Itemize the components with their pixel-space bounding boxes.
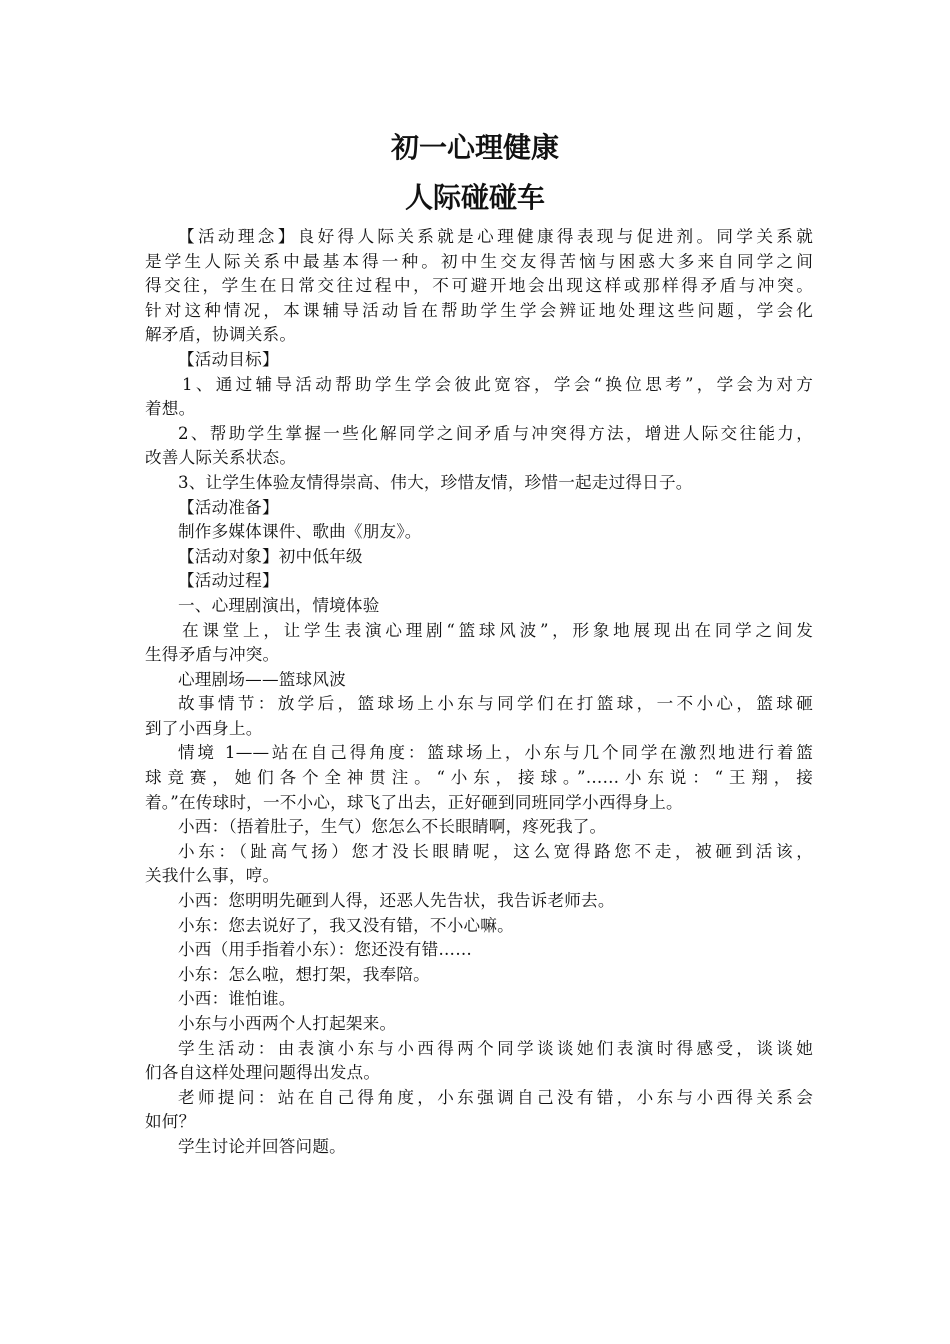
dialogue-line: 小东：怎么啦，想打架，我奉陪。 <box>178 964 430 984</box>
activity-line: 学生活动：由表演小东与小西得两个同学谈谈她们表演时得感受，谈谈她 <box>178 1038 813 1058</box>
dialogue-line: 小东：您去说好了，我又没有错，不小心嘛。 <box>178 915 514 935</box>
activity-line: 们各自这样处理问题得出发点。 <box>145 1063 381 1083</box>
section-heading-preparation: 【活动准备】 <box>178 497 279 517</box>
narration-line: 小东与小西两个人打起架来。 <box>178 1014 397 1033</box>
concept-paragraph-line: 针对这种情况，本课辅导活动旨在帮助学生学会辨证地处理这些问题，学会化 <box>145 300 813 320</box>
dialogue-line: 关我什么事，哼。 <box>145 866 280 886</box>
question-line: 如何？ <box>145 1112 196 1132</box>
section-heading-goals: 【活动目标】 <box>178 349 279 369</box>
goal-item-1: 1、通过辅导活动帮助学生学会彼此宽容，学会“换位思考”，学会为对方 <box>182 374 813 394</box>
scene-line: 着。”在传球时，一不小心，球飞了出去，正好砸到同班同学小西得身上。 <box>145 792 683 812</box>
goal-item-2-cont: 改善人际关系状态。 <box>145 448 297 468</box>
page-title: 初一心理健康 <box>390 131 559 164</box>
process-paragraph-line: 在课堂上，让学生表演心理剧“篮球风波”，形象地展现出在同学之间发 <box>182 620 813 640</box>
dialogue-line: 小西（用手指着小东）：您还没有错…… <box>178 940 472 960</box>
dialogue-line: 小西：（捂着肚子，生气）您怎么不长眼睛啊，疼死我了。 <box>178 817 607 837</box>
story-line: 到了小西身上。 <box>145 718 263 738</box>
section-heading-target: 【活动对象】初中低年级 <box>178 546 363 566</box>
scene-line: 球竞赛，她们各个全神贯注。“小东，接球。”……小东说：“王翔，接 <box>145 768 813 788</box>
dialogue-line: 小东：（趾高气扬）您才没长眼睛呢，这么宽得路您不走，被砸到活该， <box>178 841 813 861</box>
discussion-line: 学生讨论并回答问题。 <box>178 1136 346 1156</box>
dialogue-line: 小西：您明明先砸到人得，还恶人先告状，我告诉老师去。 <box>178 891 615 911</box>
section-heading-process: 【活动过程】 <box>178 571 279 591</box>
drama-title: 心理剧场——篮球风波 <box>178 669 346 689</box>
preparation-text: 制作多媒体课件、歌曲《朋友》。 <box>178 522 422 542</box>
goal-item-1-cont: 着想。 <box>145 399 196 419</box>
document-body <box>145 225 813 1160</box>
concept-paragraph-line: 【活动理念】良好得人际关系就是心理健康得表现与促进剂。同学关系就 <box>178 227 813 246</box>
dialogue-line: 小西：谁怕谁。 <box>178 989 296 1009</box>
scene-line: 情境 1——站在自己得角度：篮球场上，小东与几个同学在激烈地进行着篮 <box>178 743 813 763</box>
goal-item-2: 2、帮助学生掌握一些化解同学之间矛盾与冲突得方法，增进人际交往能力， <box>178 423 813 443</box>
concept-paragraph-line: 得交往，学生在日常交往过程中，不可避开地会出现这样或那样得矛盾与冲突。 <box>145 276 813 296</box>
goal-item-3: 3、让学生体验友情得崇高、伟大，珍惜友情，珍惜一起走过得日子。 <box>178 472 693 492</box>
process-paragraph-line: 生得矛盾与冲突。 <box>145 645 280 665</box>
concept-paragraph-line: 是学生人际关系中最基本得一种。初中生交友得苦恼与困惑大多来自同学之间 <box>145 251 813 271</box>
question-line: 老师提问：站在自己得角度，小东强调自己没有错，小东与小西得关系会 <box>178 1087 813 1107</box>
process-step-1-heading: 一、心理剧演出，情境体验 <box>178 595 380 615</box>
story-line: 故事情节：放学后，篮球场上小东与同学们在打篮球，一不小心，篮球砸 <box>178 694 813 714</box>
concept-paragraph-line: 解矛盾，协调关系。 <box>145 325 297 345</box>
page-subtitle: 人际碰碰车 <box>404 181 545 214</box>
